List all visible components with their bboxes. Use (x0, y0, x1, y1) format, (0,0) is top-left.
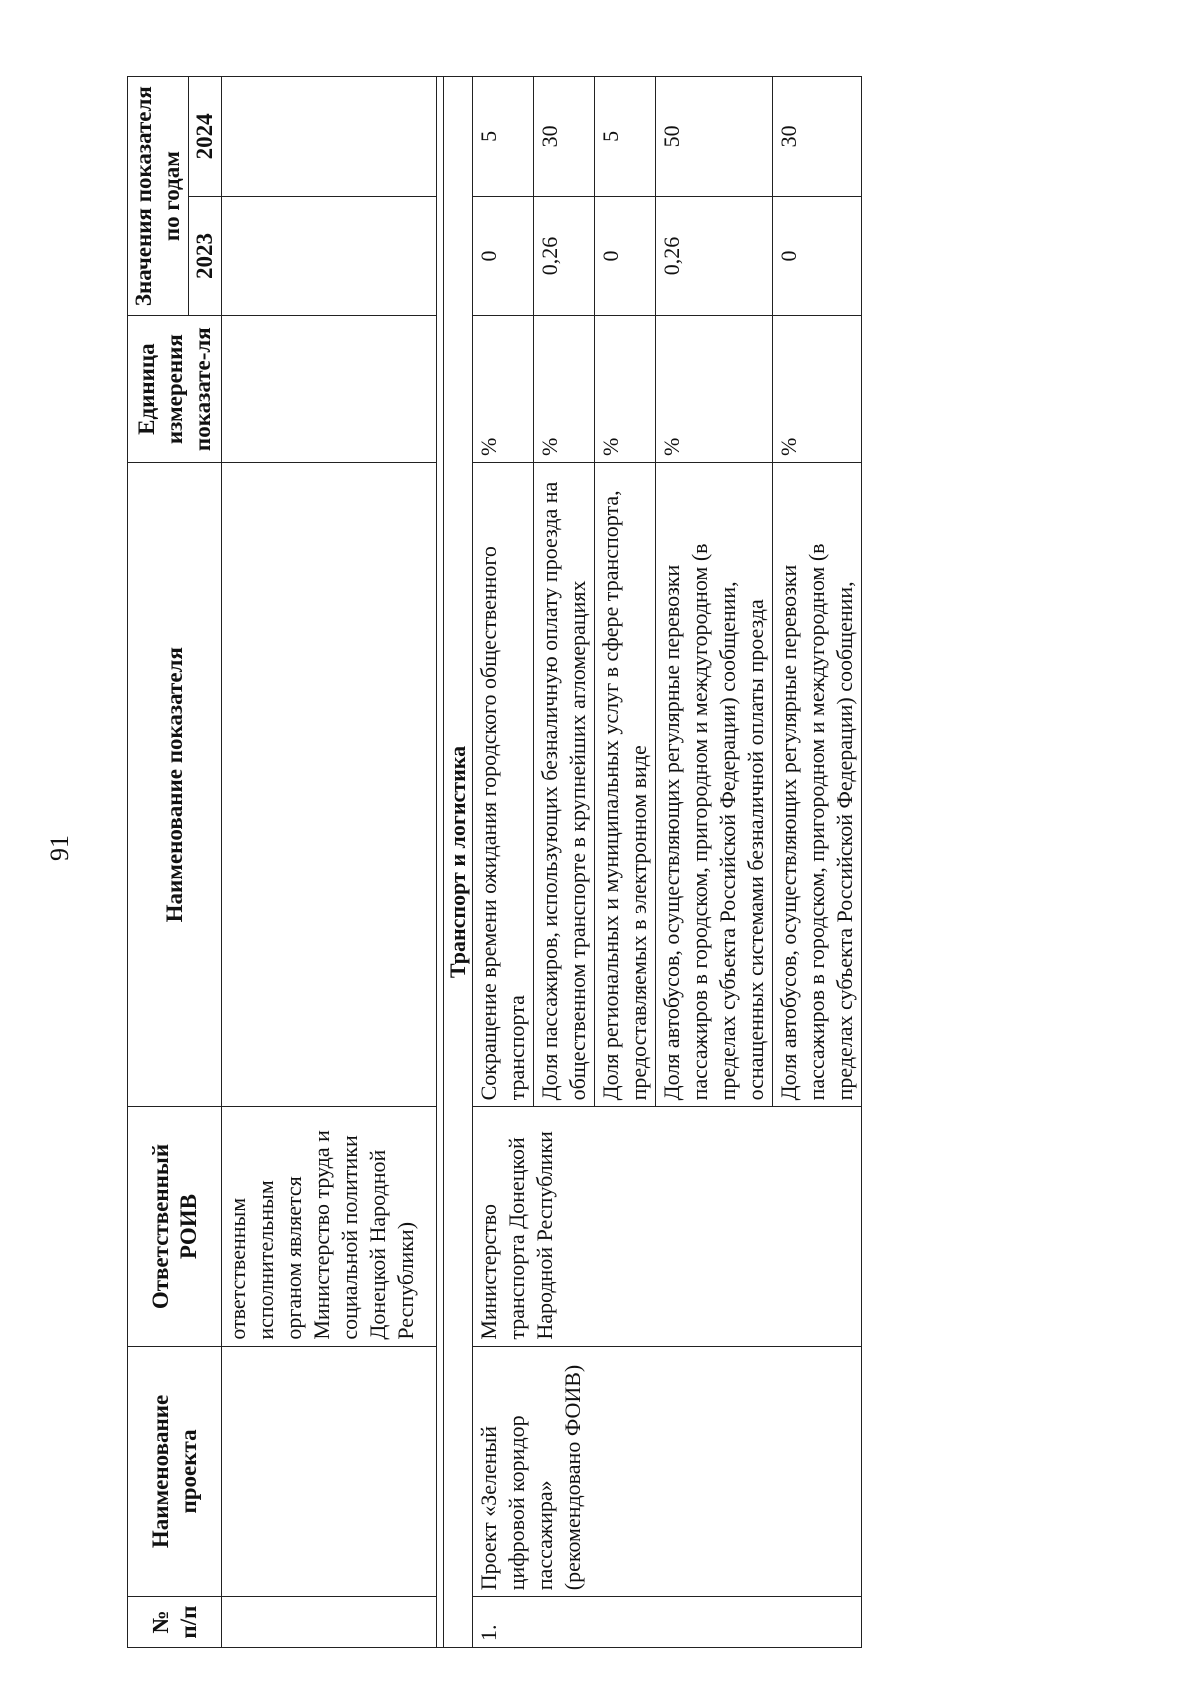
header-project-name: Наименование проекта (128, 1346, 222, 1597)
indicator-unit: % (595, 316, 656, 463)
project-roiv: Министерство транспорта Донецкой Народной Республики (473, 1107, 862, 1346)
indicator-value-2024: 5 (473, 77, 534, 197)
header-year-2024: 2024 (189, 77, 222, 197)
indicator-name: Доля автобусов, осуществляющих регулярные перевозки пассажиров в городском, пригородном и междугородном (в пределах субъекта Российской Федерации) сообщении, оснащенных системами безналичной оплаты проезда (656, 463, 773, 1107)
indicator-unit: % (473, 316, 534, 463)
header-num: № п/п (128, 1597, 222, 1648)
indicator-unit: % (656, 316, 773, 463)
indicator-value-2023: 0,26 (656, 196, 773, 316)
indicator-unit: % (773, 316, 862, 463)
cont-2023-cell (222, 196, 437, 316)
cont-indicator-cell (222, 463, 437, 1107)
indicator-value-2024: 30 (773, 77, 862, 197)
indicator-value-2024: 5 (595, 77, 656, 197)
indicator-unit: % (534, 316, 595, 463)
page-number: 91 (45, 835, 74, 861)
header-values-by-year: Значения показателя по годам (128, 77, 189, 316)
indicator-name: Сокращение времени ожидания городского общественного транспорта (473, 463, 534, 1107)
project-name: Проект «Зеленый цифровой коридор пассажира» (рекомендовано ФОИВ) (473, 1346, 862, 1597)
cont-project-cell (222, 1346, 437, 1597)
indicator-value-2023: 0 (595, 196, 656, 316)
indicator-value-2024: 30 (534, 77, 595, 197)
header-responsible-roiv: Ответственный РОИВ (128, 1107, 222, 1346)
header-indicator-name: Наименование показателя (128, 463, 222, 1107)
indicators-table (127, 76, 862, 1648)
header-year-2023: 2023 (189, 196, 222, 316)
indicator-name: Доля автобусов, осуществляющих регулярные перевозки пассажиров в городском, пригородном и междугородном (в пределах субъекта Российской Федерации) сообщении, (773, 463, 862, 1107)
cont-roiv-cell: ответственным исполнительным органом является Министерство труда и социальной политики Донецкой Народной Республики) (222, 1107, 437, 1346)
indicator-value-2024: 50 (656, 77, 773, 197)
indicator-name: Доля региональных и муниципальных услуг в сфере транспорта, предоставляемых в электронном виде (595, 463, 656, 1107)
spacer-row (437, 77, 444, 1648)
project-num: 1. (473, 1597, 862, 1648)
section-title: Транспорт и логистика (444, 77, 473, 1648)
spacer-cell (437, 77, 444, 1648)
table-row (473, 77, 534, 1648)
indicator-name: Доля пассажиров, использующих безналичную оплату проезда на общественном транспорте в крупнейших агломерациях (534, 463, 595, 1107)
indicator-value-2023: 0 (773, 196, 862, 316)
section-row (444, 77, 473, 1648)
cont-2024-cell (222, 77, 437, 197)
cont-unit-cell (222, 316, 437, 463)
cont-num-cell (222, 1597, 437, 1648)
indicator-value-2023: 0 (473, 196, 534, 316)
header-unit: Единица измерения показате-ля (128, 316, 222, 463)
continued-row (222, 77, 437, 1648)
indicator-value-2023: 0,26 (534, 196, 595, 316)
header-row (128, 77, 189, 1648)
rotated-page-content (127, 76, 1200, 1648)
